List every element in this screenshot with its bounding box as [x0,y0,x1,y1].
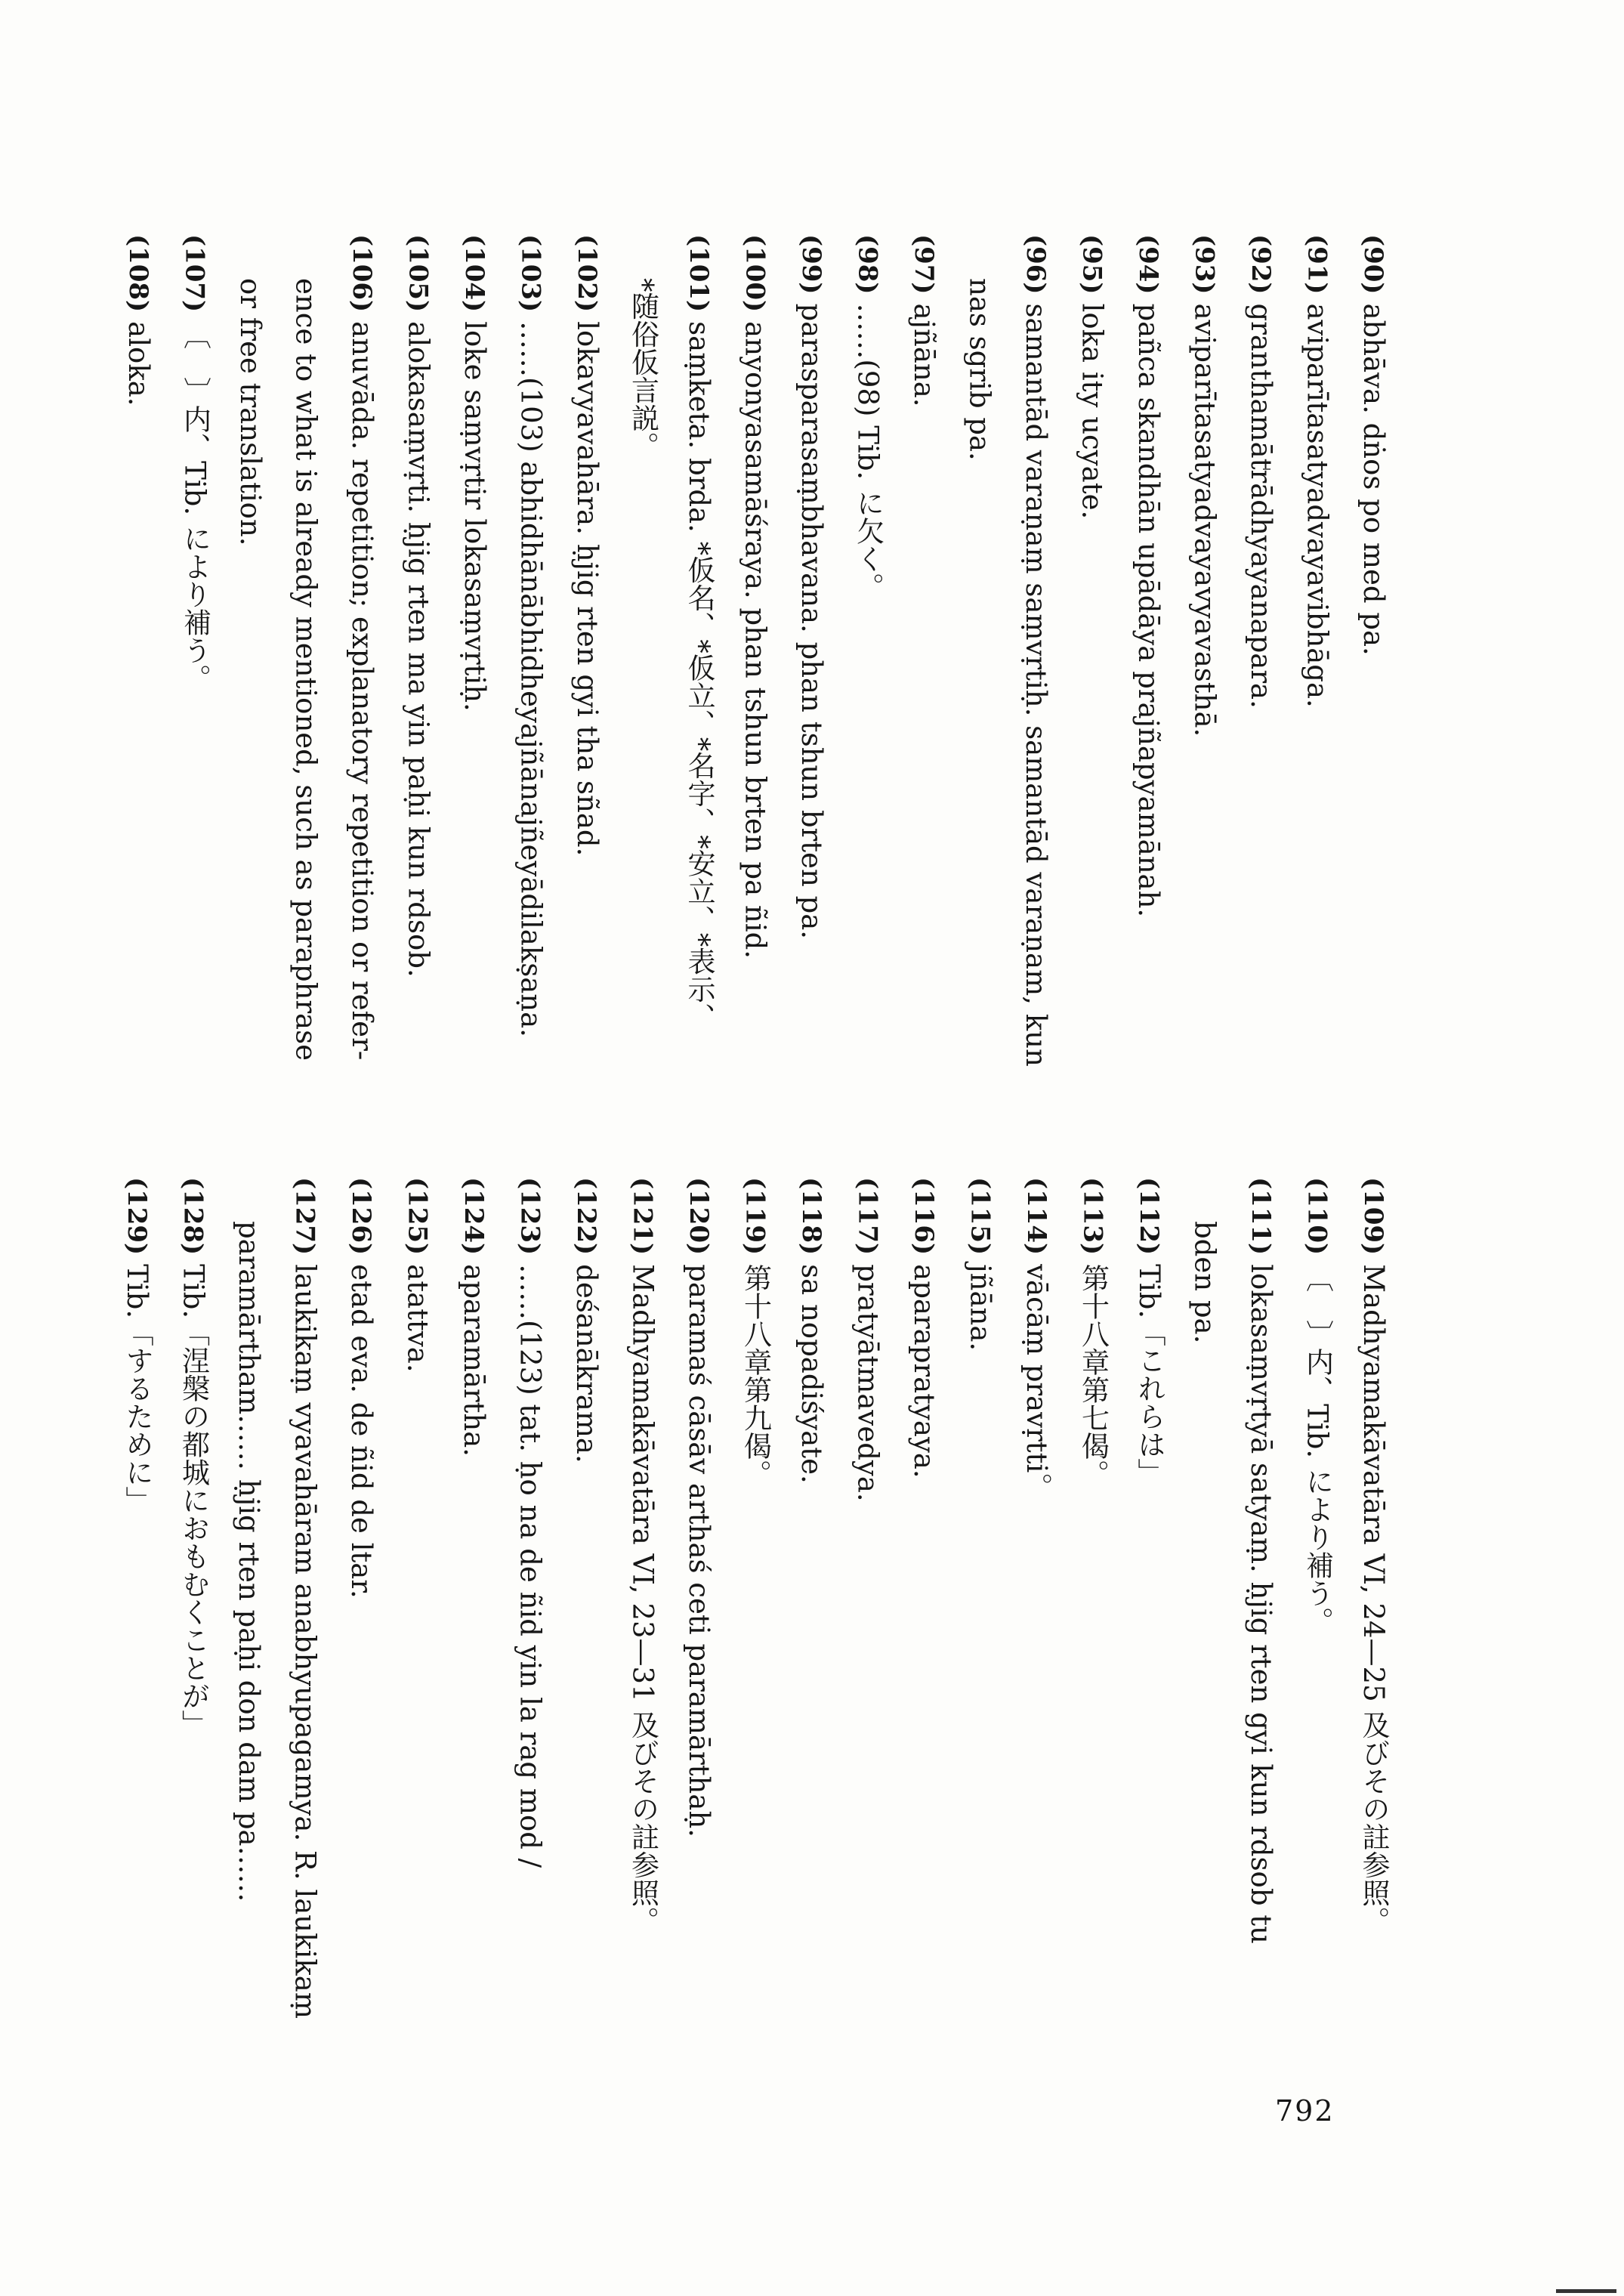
footnote-text: Tib.「するために」 [121,1264,153,1515]
footnote-text: ……(123) tat. ḥo na de ñid yin la rag mod / [514,1264,547,1868]
footnote-number: (129) [122,1177,152,1256]
footnote-number: (108) [123,234,153,313]
footnote-text: atattva. [401,1264,434,1373]
footnote [333,1177,390,2053]
footnote [559,234,616,1247]
footnote-number: (128) [178,1177,208,1256]
footnote-number: (93) [1189,234,1220,295]
footnote [1345,234,1402,1247]
footnote-number: (126) [346,1177,376,1256]
footnote-text: aparamārtha. [458,1264,490,1457]
footnote-text: Tib.「これらは」 [1133,1264,1166,1487]
mark [1556,2289,1616,2293]
footnote-number: (92) [1246,234,1276,295]
footnote-number: (109) [1358,1177,1388,1256]
footnote-number: (112) [1134,1177,1164,1256]
footnote [614,1177,671,2053]
footnote-text: jñāna. [964,1264,997,1352]
footnote-text: etad eva. de ñid de ltar. [345,1264,378,1599]
footnote [1345,1177,1402,2053]
footnote-text: aloka. [122,321,155,406]
footnote-number: (122) [571,1177,601,1256]
footnote [1064,1177,1121,2053]
footnote-text: anuvāda. repetition; explanatory repetition or refer- [346,321,378,1061]
footnote-text: 〔 〕内、Tib. により補う。 [1301,1264,1334,1635]
footnote [1008,234,1064,1247]
footnote [896,1177,952,2053]
footnote [446,234,503,1247]
footnote-number: (120) [684,1177,714,1256]
footnote-text: loke saṃvṛtir lokasaṃvṛtiḥ. [458,321,491,712]
footnote-continuation: ence to what is already mentioned, such as paraphrase [289,278,323,1061]
footnote [1064,234,1120,1247]
footnote-text: loka ity ucyate. [1076,303,1109,520]
footnote-number: (110) [1301,1177,1332,1256]
footnote-number: (94) [1133,234,1163,295]
footnote-text: saṃketa. brda. *仮名、*仮立、*名字、*安立、*表示、 [683,321,715,1031]
footnote [334,234,391,1247]
footnote-number: (90) [1358,234,1388,295]
footnote [1289,1177,1345,2053]
footnote-text: granthamātrādhyayanapara. [1245,303,1277,709]
footnote [1121,1177,1178,2053]
footnote-number: (103) [515,234,546,313]
footnote-number: (111) [1246,1177,1276,1256]
footnote-continuation: bden pa. [1188,1221,1221,1344]
footnote-number: (114) [1021,1177,1051,1256]
footnote [1233,234,1289,1247]
footnote-number: (100) [739,234,770,313]
footnote-continuation: or free translation. [234,278,267,546]
footnote-text: lokasaṃvṛtyā satyaṃ. ḥjig rten gyi kun rdsob tu [1245,1264,1277,1944]
footnote-text: Madhyamakāvatāra VI, 23—31 及びその註参照。 [626,1264,659,1935]
footnote [165,1177,221,2053]
page-number: 792 [1275,2094,1335,2128]
footnote [109,1177,165,2053]
footnote-number: (116) [909,1177,939,1256]
footnote-number: (101) [684,234,714,313]
footnote-number: (102) [572,234,602,313]
footnote-number: (113) [1077,1177,1108,1256]
footnote [502,1177,558,2053]
footnote-number: (105) [403,234,434,313]
footnote [839,1177,896,2053]
footnote [671,234,727,1247]
footnote-text: aviparītasatyadvayavyavasthā. [1188,303,1221,737]
footnote [446,1177,502,2053]
footnote-text: parasparasaṃbhavana. phan tshun brten pa. [795,303,828,940]
footnote [1176,234,1233,1247]
footnote-text: ……(103) abhidhānābhidheyajñānajñeyādilakṣaṇa. [514,321,548,1037]
footnote [502,234,559,1247]
footnote-text: alokasaṃvṛti. ḥjig rten ma yin paḥi kun rdsob. [402,321,435,978]
footnote-number: (118) [796,1177,826,1256]
footnote [896,234,952,1247]
footnote-number: (106) [347,234,377,313]
footnote [389,1177,446,2053]
footnote [839,234,896,1247]
footnote [390,234,446,1247]
footnote [558,1177,615,2053]
footnote-number: (124) [458,1177,489,1256]
footnote-text: samantād varaṇaṃ saṃvṛtiḥ. samantād varaṇam, kun [1020,303,1052,1067]
footnote-continuation: nas sgrib pa. [963,278,996,461]
footnote [166,234,223,1247]
footnote-number: (119) [739,1177,770,1256]
footnote-text: 第十八章第七偈。 [1076,1264,1110,1488]
footnote-text: 第十八章第九偈。 [739,1264,772,1488]
footnote [1289,234,1345,1247]
footnote-number: (91) [1301,234,1332,295]
footnote [727,234,783,1247]
footnote-text: pañca skandhān upādāya prajñapyamānah. [1132,303,1165,918]
footnote [727,1177,783,2053]
footnote [1120,234,1177,1247]
footnote-number: (125) [402,1177,433,1256]
footnote-text: vācāṃ pravṛtti。 [1020,1264,1053,1501]
footnote-text: aviparītasatyadvayavibhāga. [1301,303,1334,708]
footnote-number: (97) [909,234,939,295]
footnote-number: (99) [796,234,826,295]
footnote [1233,1177,1289,2053]
footnote-number: (98) [852,234,883,295]
footnote-text: Madhyamakāvatāra VI, 24—25 及びその註参照。 [1357,1264,1390,1935]
footnote-text: ……(98) Tib. に欠く。 [851,303,885,601]
footnote-number: (121) [627,1177,658,1256]
footnote [1008,1177,1065,2053]
footnote-text: pratyātmavedya. [851,1264,885,1502]
footnote-text: paramaś cāsāv arthaś ceti paramārthaḥ. [683,1264,715,1838]
footnote-continuation: paramārtham…… ḥjig rten paḥi don dam pa…… [233,1221,265,1902]
lower-notes-block [121,1177,1401,2053]
footnote-number: (117) [852,1177,883,1256]
footnote-text: anyonyasamāśraya. phan tshun brten pa ñid. [739,321,772,959]
footnote-text: laukikaṃ vyavahāram anabhyupagamya. R. laukikaṃ [289,1264,322,2019]
footnote-text: Tib.「涅槃の都城におもむくことが」 [177,1264,210,1738]
footnote [952,1177,1008,2053]
footnote [110,234,167,1247]
footnote-text: aparapratyaya. [908,1264,940,1479]
footnote [783,234,840,1247]
footnote-text: lokavyavahāra. ḥjig rten gyi tha sñad. [571,321,604,857]
footnote-continuation: *随俗仮言説。 [626,278,659,460]
footnote-text: deśanākrama. [570,1264,603,1463]
footnote-number: (96) [1020,234,1051,295]
footnote [276,1177,333,2053]
footnote-number: (115) [965,1177,996,1256]
footnote-number: (127) [289,1177,320,1256]
footnote-number: (107) [179,234,210,313]
footnote-text: ajñāna. [908,303,940,407]
footnote-text: 〔 〕内、Tib. により補う。 [178,321,211,692]
footnote-text: sa nopadiśyate. [795,1264,828,1484]
footnote-number: (95) [1076,234,1107,295]
footnote [671,1177,727,2053]
footnote-number: (104) [459,234,489,313]
footnote-text: abhāva. dṅos po med pa. [1357,303,1390,656]
footnote [783,1177,840,2053]
footnote-number: (123) [514,1177,545,1256]
